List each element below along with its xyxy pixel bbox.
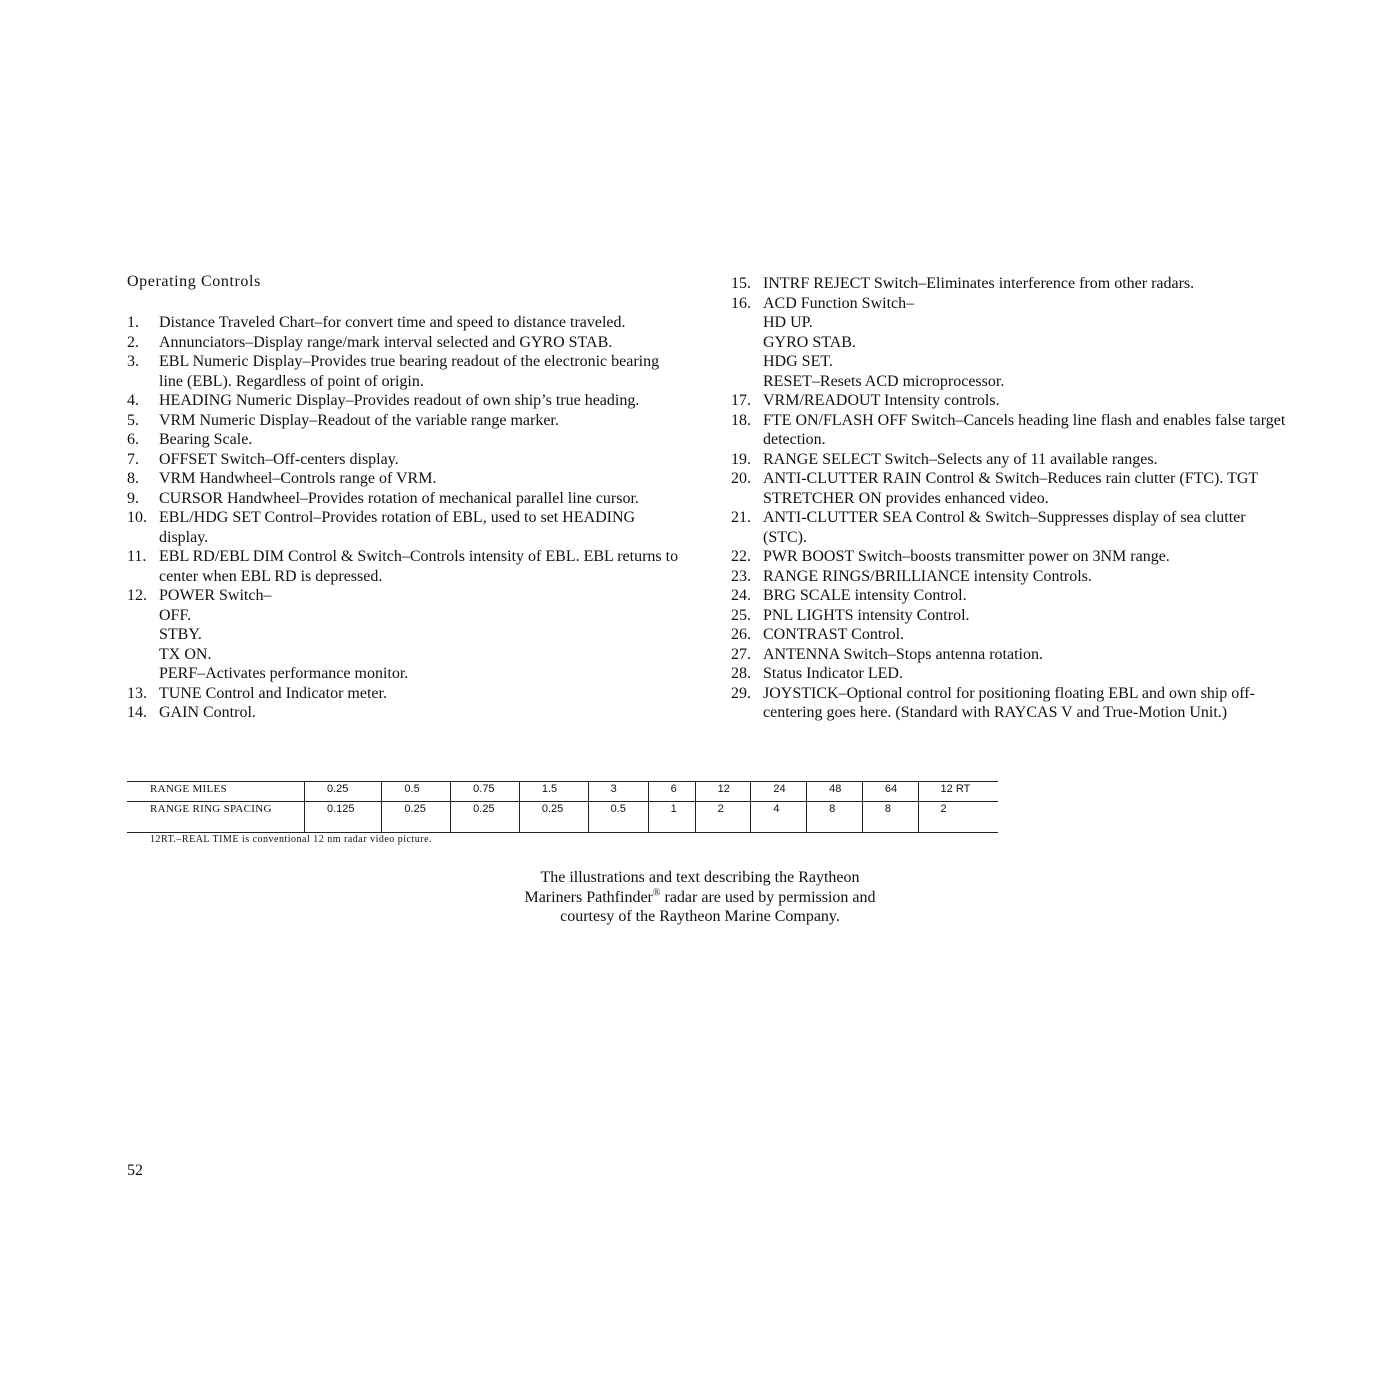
control-item-number: 15. bbox=[731, 275, 751, 292]
control-item-number: 5. bbox=[127, 411, 139, 429]
control-item bbox=[127, 352, 687, 391]
control-item bbox=[127, 508, 687, 547]
control-sub-option: GYRO STAB. bbox=[763, 333, 856, 351]
control-sub-option: HD UP. bbox=[763, 314, 813, 331]
controls-list-left bbox=[127, 313, 687, 723]
control-sub-option: PERF–Activates performance monitor. bbox=[159, 665, 409, 682]
control-item-text: TUNE Control and Indicator meter. bbox=[159, 684, 387, 702]
table-cell: 8 bbox=[807, 802, 863, 833]
control-item bbox=[731, 684, 1291, 723]
control-sub-option: HDG SET. bbox=[763, 353, 833, 370]
control-item-number: 4. bbox=[127, 392, 139, 409]
table-cell: 48 bbox=[807, 782, 863, 802]
control-item-text: Distance Traveled Chart–for convert time and speed to distance traveled. bbox=[159, 314, 626, 331]
table-cell: 0.25 bbox=[382, 802, 451, 833]
control-item bbox=[127, 469, 687, 489]
control-item-text: EBL/HDG SET Control–Provides rotation of EBL, used to set HEADING display. bbox=[159, 509, 636, 546]
controls-list-right bbox=[731, 274, 1291, 723]
table-cell: 0.25 bbox=[451, 802, 520, 833]
control-item-text: ANTENNA Switch–Stops antenna rotation. bbox=[763, 645, 1043, 663]
control-item bbox=[731, 391, 1291, 411]
control-item-text: GAIN Control. bbox=[159, 704, 256, 721]
control-item-text: RANGE SELECT Switch–Selects any of 11 available ranges. bbox=[763, 450, 1158, 468]
control-item-number: 13. bbox=[127, 684, 147, 702]
control-item-text: HEADING Numeric Display–Provides readout of own ship’s true heading. bbox=[159, 392, 640, 409]
control-item-text: PWR BOOST Switch–boosts transmitter power on 3NM range. bbox=[763, 548, 1170, 565]
registered-mark: ® bbox=[652, 887, 661, 899]
control-item bbox=[127, 684, 687, 704]
control-item-number: 17. bbox=[731, 392, 751, 409]
control-item-text: VRM Numeric Display–Readout of the variable range marker. bbox=[159, 411, 559, 429]
control-item-number: 19. bbox=[731, 450, 751, 468]
table-cell: 2 bbox=[695, 802, 751, 833]
table-cell: 0.5 bbox=[588, 802, 648, 833]
credit-line-2-end: radar are used by permission and bbox=[660, 888, 876, 906]
control-item-text: INTRF REJECT Switch–Eliminates interference from other radars. bbox=[763, 275, 1195, 292]
control-sub-option: OFF. bbox=[159, 606, 192, 624]
control-item-number: 25. bbox=[731, 606, 751, 624]
control-item-text: BRG SCALE intensity Control. bbox=[763, 587, 967, 604]
page-number: 52 bbox=[127, 1162, 143, 1179]
credit-line-3: courtesy of the Raytheon Marine Company. bbox=[560, 908, 840, 925]
table-cell: 6 bbox=[648, 782, 695, 802]
control-item-number: 22. bbox=[731, 548, 751, 565]
control-item-text: ANTI-CLUTTER SEA Control & Switch–Suppresses display of sea clutter (STC). bbox=[763, 509, 1246, 546]
control-item-text: Bearing Scale. bbox=[159, 431, 253, 448]
control-item-text: RANGE RINGS/BRILLIANCE intensity Controls. bbox=[763, 567, 1092, 585]
control-item-text: PNL LIGHTS intensity Control. bbox=[763, 606, 970, 624]
control-item bbox=[127, 703, 687, 723]
table-cell: 2 bbox=[918, 802, 998, 833]
control-item bbox=[731, 450, 1291, 470]
control-item-number: 16. bbox=[731, 294, 751, 312]
control-item-number: 7. bbox=[127, 450, 139, 468]
control-item-number: 3. bbox=[127, 353, 139, 370]
control-item bbox=[731, 411, 1291, 450]
control-item-text: EBL RD/EBL DIM Control & Switch–Controls intensity of EBL. EBL returns to center when EBL RD is depressed. bbox=[159, 548, 679, 585]
credit-line-2-start: Mariners Pathfinder bbox=[524, 888, 653, 906]
control-item-number: 8. bbox=[127, 470, 139, 487]
control-item-text: VRM Handwheel–Controls range of VRM. bbox=[159, 470, 437, 487]
control-item bbox=[127, 333, 687, 353]
table-cell: 24 bbox=[751, 782, 807, 802]
table-cell: 8 bbox=[862, 802, 918, 833]
control-item-number: 10. bbox=[127, 509, 147, 526]
range-table bbox=[127, 781, 998, 833]
control-sub-option: TX ON. bbox=[159, 645, 212, 663]
control-item-number: 21. bbox=[731, 509, 751, 526]
control-item-number: 28. bbox=[731, 665, 751, 682]
table-cell: 0.25 bbox=[519, 802, 588, 833]
table-cell: 12 RT bbox=[918, 782, 998, 802]
control-item-text: ANTI-CLUTTER RAIN Control & Switch–Reduces rain clutter (FTC). TGT STRETCHER ON provides enhanced video. bbox=[763, 470, 1258, 507]
control-item-text: VRM/READOUT Intensity controls. bbox=[763, 392, 1000, 409]
control-item-text: CURSOR Handwheel–Provides rotation of mechanical parallel line cursor. bbox=[159, 489, 639, 507]
table-row-label: RANGE RING SPACING bbox=[127, 802, 305, 833]
control-item bbox=[127, 430, 687, 450]
control-item-text: CONTRAST Control. bbox=[763, 626, 905, 643]
control-item bbox=[731, 294, 1291, 392]
table-row bbox=[127, 802, 998, 833]
control-item-number: 26. bbox=[731, 626, 751, 643]
control-item bbox=[731, 664, 1291, 684]
control-item bbox=[731, 469, 1291, 508]
control-item bbox=[731, 567, 1291, 587]
credit-notice bbox=[420, 868, 980, 927]
control-item bbox=[127, 547, 687, 586]
table-cell: 1 bbox=[648, 802, 695, 833]
table-row bbox=[127, 782, 998, 802]
control-item bbox=[731, 274, 1291, 294]
section-title: Operating Controls bbox=[127, 273, 261, 290]
table-cell: 0.5 bbox=[382, 782, 451, 802]
control-item-number: 14. bbox=[127, 704, 147, 721]
table-footnote: 12RT.–REAL TIME is conventional 12 nm radar video picture. bbox=[150, 834, 433, 845]
control-sub-option: STBY. bbox=[159, 626, 202, 643]
control-item bbox=[731, 586, 1291, 606]
table-cell: 4 bbox=[751, 802, 807, 833]
control-item bbox=[127, 411, 687, 431]
control-item-number: 24. bbox=[731, 587, 751, 604]
table-cell: 0.125 bbox=[305, 802, 382, 833]
table-cell: 3 bbox=[588, 782, 648, 802]
control-item-number: 6. bbox=[127, 431, 139, 448]
control-item bbox=[127, 586, 687, 684]
control-item-text: FTE ON/FLASH OFF Switch–Cancels heading line flash and enables false target detection. bbox=[763, 411, 1286, 448]
table-cell: 0.25 bbox=[305, 782, 382, 802]
control-item-number: 12. bbox=[127, 587, 147, 604]
control-item bbox=[731, 508, 1291, 547]
control-item-number: 18. bbox=[731, 411, 751, 429]
control-item bbox=[127, 313, 687, 333]
control-item-number: 1. bbox=[127, 314, 139, 331]
control-item-text: POWER Switch– bbox=[159, 587, 272, 604]
control-item-text: Status Indicator LED. bbox=[763, 665, 903, 682]
control-item bbox=[127, 391, 687, 411]
control-item-number: 11. bbox=[127, 548, 147, 565]
control-item-number: 29. bbox=[731, 684, 751, 702]
control-item bbox=[127, 489, 687, 509]
control-item-number: 20. bbox=[731, 470, 751, 487]
control-item-text: ACD Function Switch– bbox=[763, 294, 915, 312]
control-item bbox=[127, 450, 687, 470]
control-item-number: 27. bbox=[731, 645, 751, 663]
control-item-text: Annunciators–Display range/mark interval selected and GYRO STAB. bbox=[159, 333, 613, 351]
table-cell: 1.5 bbox=[519, 782, 588, 802]
control-item bbox=[731, 606, 1291, 626]
table-cell: 0.75 bbox=[451, 782, 520, 802]
credit-line-1: The illustrations and text describing the Raytheon bbox=[540, 869, 860, 886]
control-item-number: 9. bbox=[127, 489, 139, 507]
control-item-number: 23. bbox=[731, 567, 751, 585]
control-item-text: JOYSTICK–Optional control for positioning floating EBL and own ship off-centering goes here. (Standard with RAYCAS V and True-Motion Unit.) bbox=[763, 684, 1255, 721]
control-item bbox=[731, 645, 1291, 665]
control-item-text: OFFSET Switch–Off-centers display. bbox=[159, 450, 399, 468]
control-item bbox=[731, 547, 1291, 567]
control-item-text: EBL Numeric Display–Provides true bearing readout of the electronic bearing line (EBL). Regardless of point of origin. bbox=[159, 353, 660, 390]
control-item-number: 2. bbox=[127, 333, 139, 351]
control-sub-option: RESET–Resets ACD microprocessor. bbox=[763, 372, 1005, 390]
control-item bbox=[731, 625, 1291, 645]
table-cell: 64 bbox=[862, 782, 918, 802]
table-row-label: RANGE MILES bbox=[127, 782, 305, 802]
table-cell: 12 bbox=[695, 782, 751, 802]
